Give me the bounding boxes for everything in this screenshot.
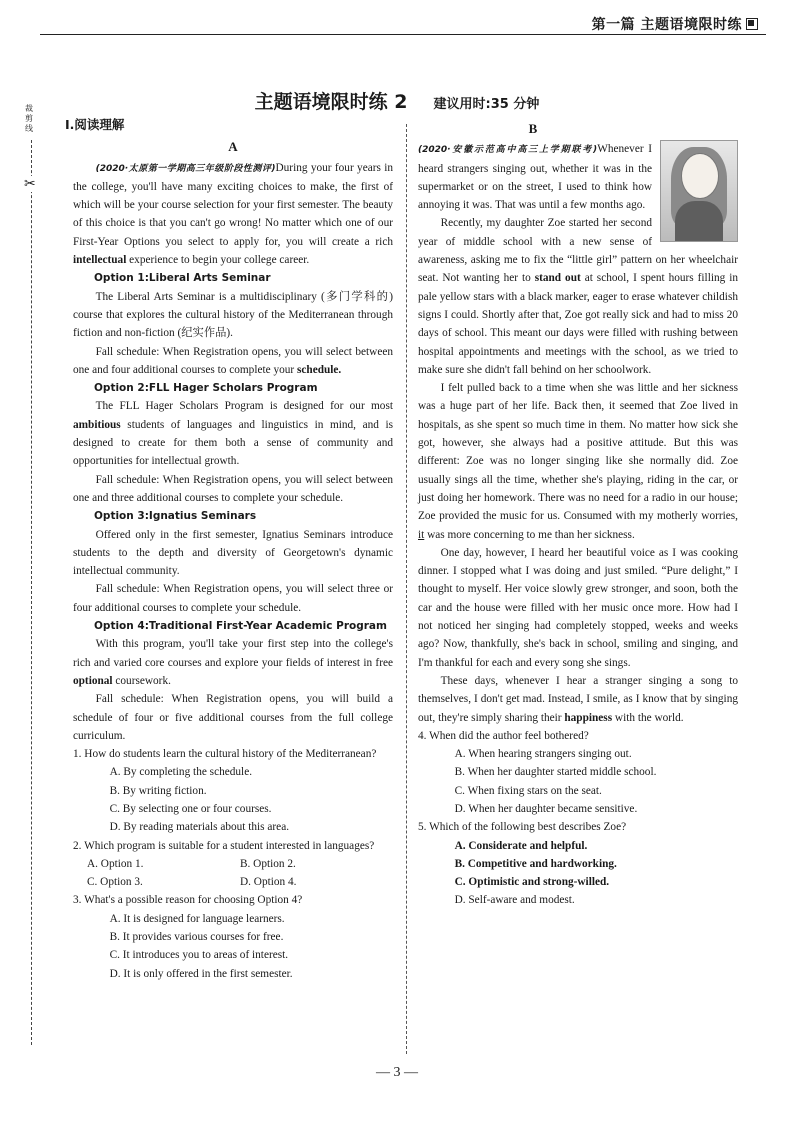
- passage-a-letter: A: [228, 139, 238, 155]
- passage-b-paragraph-2: Recently, my daughter Zoe started her second year of middle school with a new sense of awareness, asking me to fix the “little girl” pattern on her wheelchair seat. Not wanting her to stand out at school, I spent hours filling in pale yellow stars with a black marker, eager to erase whatever childish signs I could. Shortly after that, Zoe got really sick and had to miss 20 days of school. This meant our days were filled with rushing between hospital appointments and meetings with the school, as we tried to make sure she didn't fall behind on her schoolwork.: [418, 217, 739, 376]
- answer-choice: B. Competitive and hardworking.: [454, 857, 617, 870]
- question-5: [418, 818, 738, 909]
- suggested-time: 建议用时:35 分钟: [433, 97, 540, 112]
- answer-choices-row: [73, 855, 393, 873]
- column-divider: [406, 124, 407, 1054]
- answer-choice: A. When hearing strangers singing out.: [454, 748, 632, 761]
- section-box-icon: [746, 18, 758, 30]
- option-1-schedule: Fall schedule: When Registration opens, you will select between one and four additional courses to complete your schedule.: [73, 345, 393, 376]
- answer-choice: B. Option 2.: [240, 857, 296, 870]
- question-stem: 1. How do students learn the cultural history of the Mediterranean?: [73, 748, 377, 761]
- question-3: [73, 891, 393, 982]
- answer-choice: A. Considerate and helpful.: [454, 839, 588, 852]
- option-4-description: With this program, you'll take your first step into the college's rich and varied core courses and explore your fields of interest in free optional coursework.: [73, 638, 393, 687]
- question-4: [418, 727, 738, 818]
- page-number: — 3 —: [376, 1065, 418, 1080]
- answer-choice: A. It is designed for language learners.: [109, 912, 285, 925]
- passage-b-paragraph-3: I felt pulled back to a time when she was little and her sickness was a huge part of her life. Back then, it seemed that Zoe lived in hospitals, as she spent so much time in them. No matter how sick she got, however, she always had a positive attitude. But this was different: Zoe was no longer singing like she normally did. Zoe usually sings all the time, whether she's playing, riding in the car, or just doing her homework. There was no need for a radio in our house; Zoe provided the music for us. Consumed with my motherly worries, it was more concerning to me than her sickness.: [418, 382, 738, 541]
- header-text: 第一篇 主题语境限时练: [592, 14, 758, 34]
- question-1: [73, 745, 393, 836]
- answer-choice: B. By writing fiction.: [109, 784, 207, 797]
- answer-choice: B. When her daughter started middle school.: [454, 766, 657, 779]
- answer-choice: C. It introduces you to areas of interest.: [109, 949, 289, 962]
- cut-line: [31, 140, 32, 1045]
- passage-a-intro: (2020·太原第一学期高三年级阶段性测评)During your four years in the college, you'll have many exciting choices to make, the first of which will be your course selection for your first semester. The beauty of this choice is that you can't go wrong! No matter which one of our First-Year Options you select to apply for, you will create a rich intellectual experience to begin your college career.: [73, 161, 394, 267]
- left-column: [65, 116, 394, 983]
- page-header: [0, 0, 794, 52]
- right-column: [418, 116, 738, 910]
- answer-choice: D. It is only offered in the first semester.: [109, 967, 293, 980]
- answer-choice: B. It provides various courses for free.: [109, 931, 284, 944]
- question-stem: 4. When did the author feel bothered?: [418, 729, 589, 742]
- answer-choice: C. Option 3.: [87, 876, 143, 889]
- option-2-schedule: Fall schedule: When Registration opens, you will select between one and three additional courses to complete your schedule.: [73, 473, 393, 504]
- passage-b-source: (2020·安徽示范高中高三上学期联考): [418, 145, 598, 156]
- answer-choices-row: [73, 873, 393, 891]
- question-2: [73, 837, 393, 892]
- answer-choice: A. Option 1.: [87, 857, 144, 870]
- question-stem: 2. Which program is suitable for a student interested in languages?: [73, 839, 375, 852]
- option-3-schedule: Fall schedule: When Registration opens, you will select three or four additional courses to complete your schedule.: [73, 583, 393, 614]
- option-2-title: Option 2:FLL Hager Scholars Program: [94, 382, 318, 395]
- girl-photo: [660, 140, 738, 242]
- option-4-schedule: Fall schedule: When Registration opens, you will build a schedule of four or five additional courses from the full college curriculum.: [73, 693, 393, 742]
- title-main: 主题语境限时练 2: [254, 91, 408, 113]
- passage-b-paragraph-4: One day, however, I heard her beautiful voice as I was cooking dinner. I stopped what I was doing and just smiled. “Pure delight,” I thought to myself. Her voice slowly grew stronger, and soon, both the car and the house were filled with her music once more. How had I not noticed her singing had completely stopped, weeks and weeks ago? Now, thankfully, she's back in school, smiling and singing, and I'm thankful for each and every song she sings.: [418, 546, 738, 669]
- answer-choice: C. By selecting one or four courses.: [109, 802, 272, 815]
- answer-choice: D. By reading materials about this area.: [109, 821, 290, 834]
- passage-b-letter: B: [528, 121, 538, 136]
- question-stem: 5. Which of the following best describes Zoe?: [418, 821, 627, 834]
- header-rule: [40, 34, 766, 35]
- answer-choice: C. Optimistic and strong-willed.: [454, 876, 610, 889]
- passage-b-paragraph-5: These days, whenever I hear a stranger singing a song to themselves, I don't get mad. Instead, I smile, as I know that by singing out, they're simply sharing their happiness with the world.: [418, 674, 738, 724]
- cut-line-label: 裁剪线: [25, 104, 33, 133]
- answer-choice: D. Option 4.: [240, 876, 297, 889]
- option-3-title: Option 3:Ignatius Seminars: [94, 510, 257, 523]
- answer-choice: D. Self-aware and modest.: [454, 894, 575, 907]
- option-3-description: Offered only in the first semester, Ignatius Seminars introduce students to the depth and diversity of Georgetown's dynamic intellectual community.: [73, 528, 393, 578]
- answer-choice: D. When her daughter became sensitive.: [454, 802, 638, 815]
- passage-a-source: (2020·太原第一学期高三年级阶段性测评): [95, 163, 276, 174]
- passage-b-paragraph-1: (2020·安徽示范高中高三上学期联考)Whenever I heard strangers singing out, whether it was in the supermarket or on the street, I used to think how annoying it was. That was until a few months ago.: [418, 143, 653, 212]
- option-1-title: Option 1:Liberal Arts Seminar: [94, 272, 271, 285]
- option-2-description: The FLL Hager Scholars Program is designed for our most ambitious students of languages and linguistics in mind, and is designed to create for them both a sense of community and opportunities for intellectual growth.: [73, 400, 393, 468]
- section-title: Ⅰ.阅读理解: [65, 117, 125, 132]
- page-title: [0, 87, 794, 114]
- answer-choice: C. When fixing stars on the seat.: [454, 784, 602, 797]
- scissors-icon: ✂: [24, 176, 36, 192]
- question-stem: 3. What's a possible reason for choosing Option 4?: [73, 894, 303, 907]
- answer-choice: A. By completing the schedule.: [109, 766, 253, 779]
- option-1-description: The Liberal Arts Seminar is a multidisciplinary (多门学科的) course that explores the cultural history of the Mediterranean through fiction and non-fiction (纪实作品).: [73, 290, 393, 340]
- option-4-title: Option 4:Traditional First-Year Academic Program: [94, 620, 387, 633]
